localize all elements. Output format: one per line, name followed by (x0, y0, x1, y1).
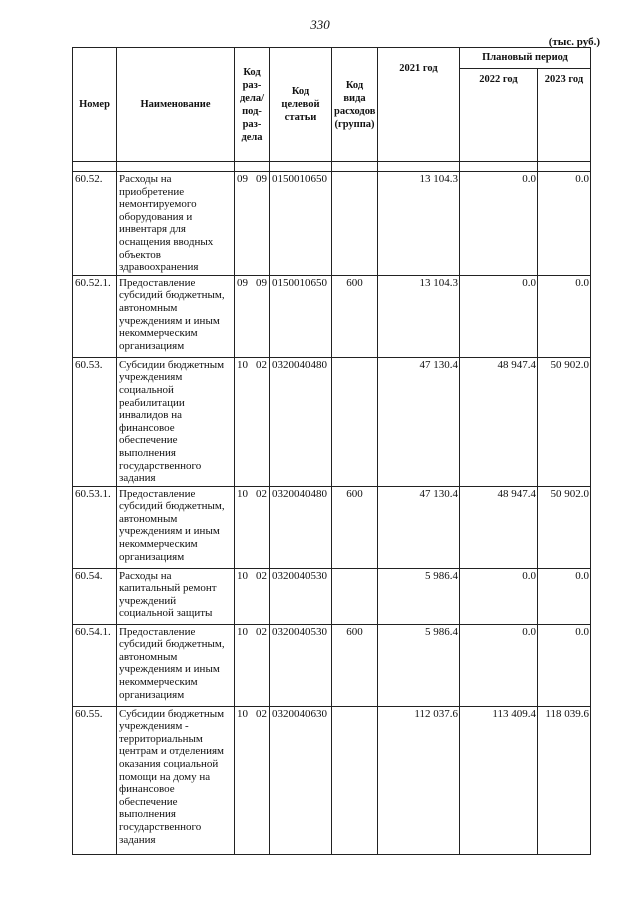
row-target: 0320040480 (270, 357, 332, 486)
table-row (73, 624, 591, 706)
row-value-2023: 0.0 (538, 624, 591, 706)
row-value-2022: 0.0 (460, 275, 538, 357)
header-section: Код раз-дела/ под-раз-дела (235, 48, 270, 162)
row-name: Субсидии бюджетным учреждениям - территориальным центрам и отделениям оказания социальной помощи на дому на финансовое обеспечение выполнения государственного задания (117, 706, 235, 854)
row-value-2023: 50 902.0 (538, 357, 591, 486)
header-planned-period: Плановый период (460, 48, 591, 69)
row-value-2022: 48 947.4 (460, 357, 538, 486)
row-type: 600 (332, 275, 378, 357)
row-name: Расходы на капитальный ремонт учреждений социальной защиты (117, 568, 235, 624)
row-name: Субсидии бюджетным учреждениям социальной реабилитации инвалидов на финансовое обеспечение выполнения государственного задания (117, 357, 235, 486)
row-number: 60.53. (73, 357, 117, 486)
header-year-2023: 2023 год (538, 68, 591, 161)
row-type (332, 357, 378, 486)
header-year-2022: 2022 год (460, 68, 538, 161)
table-row (73, 706, 591, 854)
spacer-row (73, 162, 591, 172)
row-section-code: 10 (237, 707, 248, 720)
row-section (235, 568, 270, 624)
row-section (235, 357, 270, 486)
row-value-2021: 13 104.3 (378, 275, 460, 357)
row-value-2023: 0.0 (538, 568, 591, 624)
row-value-2022: 0.0 (460, 568, 538, 624)
row-section-code: 09 (237, 276, 248, 289)
row-name: Предоставление субсидий бюджетным, автономным учреждениям и иным некоммерческим организациям (117, 275, 235, 357)
row-subsection-code: 02 (256, 707, 267, 720)
row-value-2022: 0.0 (460, 172, 538, 276)
row-target: 0150010650 (270, 275, 332, 357)
row-name: Предоставление субсидий бюджетным, автономным учреждениям и иным некоммерческим организациям (117, 486, 235, 568)
row-value-2023: 0.0 (538, 172, 591, 276)
row-subsection-code: 02 (256, 487, 267, 500)
header-year-2021: 2021 год (378, 48, 460, 162)
row-number: 60.54.1. (73, 624, 117, 706)
row-subsection-code: 02 (256, 358, 267, 371)
table-row (73, 568, 591, 624)
row-section (235, 172, 270, 276)
row-value-2022: 48 947.4 (460, 486, 538, 568)
header-target: Код целевой статьи (270, 48, 332, 162)
row-value-2023: 0.0 (538, 275, 591, 357)
row-value-2021: 47 130.4 (378, 486, 460, 568)
table-row (73, 357, 591, 486)
row-type (332, 568, 378, 624)
row-value-2023: 118 039.6 (538, 706, 591, 854)
row-subsection-code: 09 (256, 173, 267, 185)
row-section (235, 624, 270, 706)
row-section-code: 10 (237, 358, 248, 371)
row-subsection-code: 02 (256, 569, 267, 582)
row-section-code: 09 (237, 173, 248, 185)
row-type: 600 (332, 624, 378, 706)
row-value-2023: 50 902.0 (538, 486, 591, 568)
row-section (235, 706, 270, 854)
row-value-2022: 113 409.4 (460, 706, 538, 854)
row-section-code: 10 (237, 569, 248, 582)
row-target: 0320040480 (270, 486, 332, 568)
row-value-2021: 5 986.4 (378, 568, 460, 624)
row-value-2021: 5 986.4 (378, 624, 460, 706)
row-number: 60.55. (73, 706, 117, 854)
row-section-code: 10 (237, 487, 248, 500)
row-target: 0320040630 (270, 706, 332, 854)
units-label: (тыс. руб.) (548, 36, 600, 48)
header-name: Наименование (117, 48, 235, 162)
budget-table (72, 47, 591, 855)
table-row (73, 275, 591, 357)
header-number: Номер (73, 48, 117, 162)
table-row (73, 486, 591, 568)
row-number: 60.52.1. (73, 275, 117, 357)
row-type: 600 (332, 486, 378, 568)
page-number: 330 (310, 17, 330, 32)
row-type (332, 706, 378, 854)
row-target: 0320040530 (270, 568, 332, 624)
row-value-2021: 47 130.4 (378, 357, 460, 486)
row-number: 60.52. (73, 172, 117, 276)
row-value-2022: 0.0 (460, 624, 538, 706)
row-value-2021: 112 037.6 (378, 706, 460, 854)
row-name: Предоставление субсидий бюджетным, автономным учреждениям и иным некоммерческим организациям (117, 624, 235, 706)
row-target: 0320040530 (270, 624, 332, 706)
row-name: Расходы на приобретение немонтируемого оборудования и инвентаря для оснащения вводных объектов здравоохранения (117, 172, 235, 276)
row-number: 60.53.1. (73, 486, 117, 568)
row-subsection-code: 09 (256, 276, 267, 289)
row-value-2021: 13 104.3 (378, 172, 460, 276)
row-section (235, 486, 270, 568)
row-number: 60.54. (73, 568, 117, 624)
row-type (332, 172, 378, 276)
row-section-code: 10 (237, 625, 248, 638)
row-target: 0150010650 (270, 172, 332, 276)
row-section (235, 275, 270, 357)
header-expense-type: Код вида расходов (группа) (332, 48, 378, 162)
row-subsection-code: 02 (256, 625, 267, 638)
table-row (73, 172, 591, 276)
